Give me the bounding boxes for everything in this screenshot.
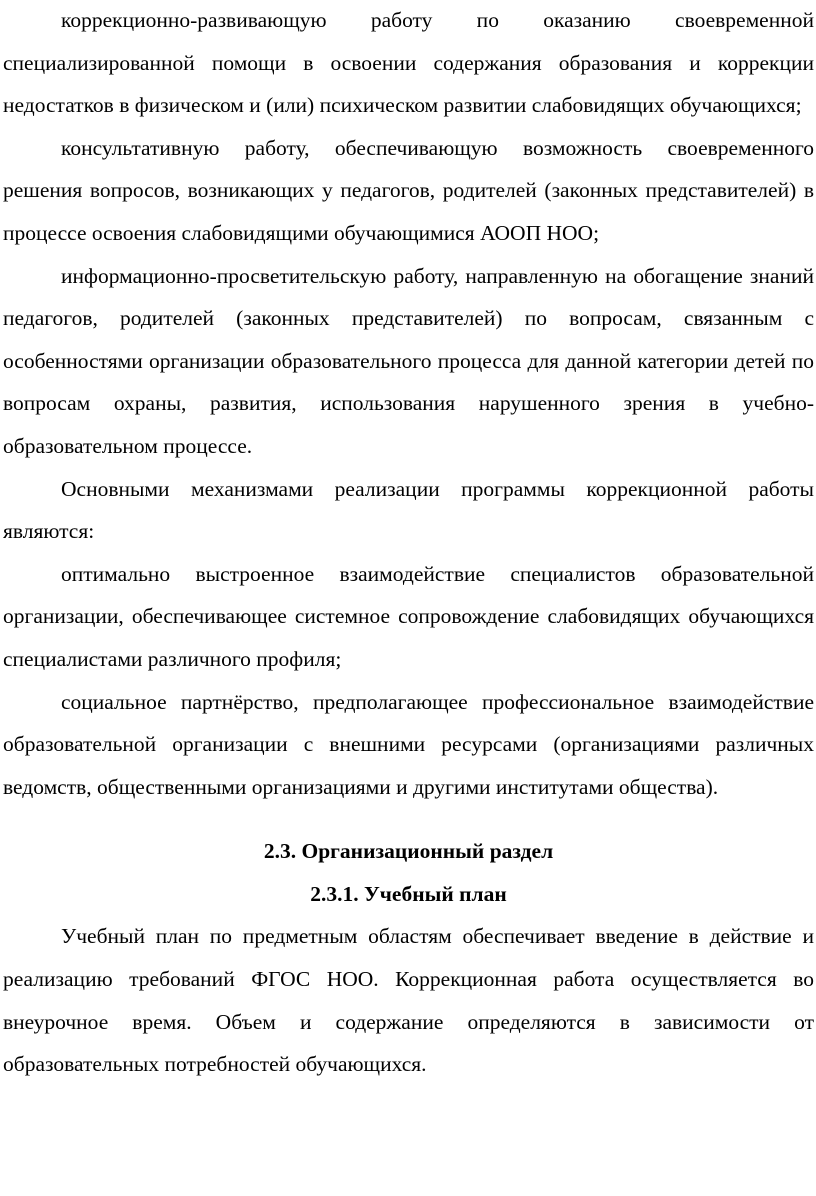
paragraph-mechanisms-intro: Основными механизмами реализации программы коррекционной работы являются: bbox=[3, 476, 814, 544]
paragraph-social-partnership: социальное партнёрство, предполагающее профессиональное взаимодействие образовательной организации с внешними ресурсами (организациями различных ведомств, общественными организациями и другими институтами общества). bbox=[3, 689, 814, 799]
section-heading: 2.3. Организационный раздел bbox=[263, 839, 554, 864]
paragraph-specialist-interaction: оптимально выстроенное взаимодействие специалистов образовательной организации, обеспечивающее системное сопровождение слабовидящих обучающихся специалистами различного профиля; bbox=[3, 561, 814, 671]
subsection-heading: 2.3.1. Учебный план bbox=[310, 881, 507, 906]
paragraph-correctional-work: коррекционно-развивающую работу по оказанию своевременной специализированной помощи в освоении содержания образования и коррекции недостатков в физическом и (или) психическом развитии слабовидящих обучающихся; bbox=[3, 8, 814, 118]
section-spacer bbox=[3, 808, 814, 830]
paragraph-informational-work: информационно-просветительскую работу, направленную на обогащение знаний педагогов, родителей (законных представителей) по вопросам, связанным с особенностями организации образовательного процесса для данной категории детей по вопросам охраны, развития, использования нарушенного зрения в учебно-образовательном процессе. bbox=[3, 263, 814, 458]
paragraph-curriculum: Учебный план по предметным областям обеспечивает введение в действие и реализацию требований ФГОС НОО. Коррекционная работа осуществляется во внеурочное время. Объем и содержание определяются в зависимости от образовательных потребностей обучающихся. bbox=[3, 924, 814, 1077]
paragraph-consultative-work: консультативную работу, обеспечивающую возможность своевременного решения вопросов, возникающих у педагогов, родителей (законных представителей) в процессе освоения слабовидящими обучающимися АООП НОО; bbox=[3, 135, 814, 245]
